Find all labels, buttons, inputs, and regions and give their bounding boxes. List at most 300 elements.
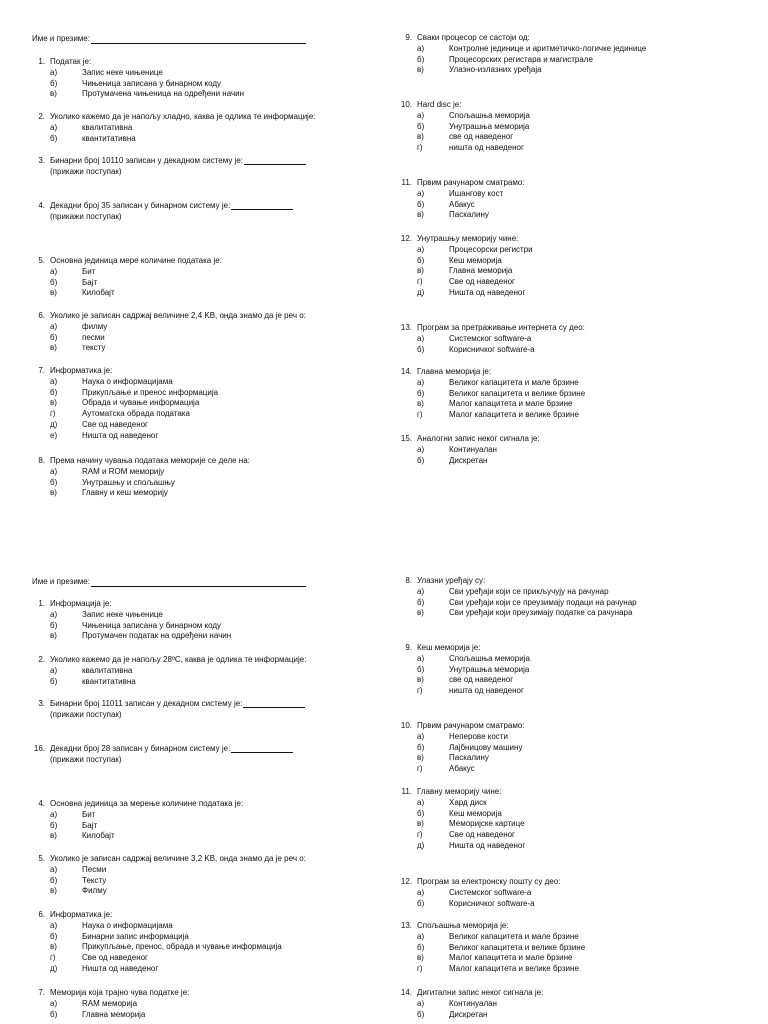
question-text: Сваки процесор се састоји од: <box>417 33 530 42</box>
option-text: Чињеница записана у бинарном коду <box>82 78 222 88</box>
option-text: Унутрашња меморија <box>449 664 530 674</box>
option-text: Великог капацитета и мале брзине <box>449 377 579 387</box>
option-letter: а) <box>417 444 425 454</box>
option-letter: в) <box>50 886 57 896</box>
answer-option <box>395 132 530 143</box>
option-text: RAM и ROM меморију <box>82 466 165 476</box>
option-letter: в) <box>50 831 57 841</box>
option-letter: а) <box>417 797 425 807</box>
answer-option <box>28 942 282 953</box>
option-letter: в) <box>50 488 57 498</box>
option-letter: а) <box>50 266 58 276</box>
question-text: Основна јединица мере количине података је: <box>50 256 222 265</box>
question-text: Улазни уређају су: <box>417 576 486 585</box>
option-letter: б) <box>50 277 58 287</box>
question-text: Програм за претраживање интернета су део: <box>417 323 585 332</box>
question <box>28 699 305 721</box>
option-letter: б) <box>50 620 58 630</box>
question <box>28 655 306 687</box>
option-text: Ишангову кост <box>449 188 504 198</box>
option-text: Процесорски регистри <box>449 244 533 254</box>
answer-blank[interactable] <box>231 201 293 210</box>
option-text: Паскалину <box>449 210 489 220</box>
answer-option <box>395 1010 543 1021</box>
option-letter: а) <box>417 188 425 198</box>
answer-option <box>395 122 530 133</box>
option-letter: в) <box>417 266 424 276</box>
answer-option <box>28 666 306 677</box>
answer-option <box>395 378 585 389</box>
question-number: 13. <box>400 323 412 332</box>
answer-option <box>395 189 525 200</box>
question-number: 4. <box>38 201 45 210</box>
question-number: 4. <box>38 799 45 808</box>
question-note: (прикажи поступак) <box>50 211 122 221</box>
answer-option <box>28 123 315 134</box>
option-text: Меморијске картице <box>449 819 525 829</box>
answer-option <box>28 631 231 642</box>
answer-option <box>28 953 282 964</box>
question-number: 1. <box>38 57 45 66</box>
answer-option <box>395 210 525 221</box>
option-text: Све од наведеног <box>449 830 515 840</box>
question <box>395 576 637 619</box>
option-text: Абакус <box>449 764 475 774</box>
answer-option <box>28 886 306 897</box>
answer-option <box>395 686 530 697</box>
option-letter: б) <box>417 742 425 752</box>
name-label: Име и презиме: <box>32 34 90 43</box>
answer-option <box>395 608 637 619</box>
answer-option <box>28 1010 189 1021</box>
option-text: Филму <box>82 886 107 896</box>
answer-option <box>395 809 525 820</box>
answer-option <box>395 953 585 964</box>
answer-option <box>395 65 646 76</box>
option-letter: г) <box>50 953 56 963</box>
option-letter: б) <box>417 808 425 818</box>
option-text: тексту <box>82 343 106 353</box>
option-letter: а) <box>50 864 58 874</box>
answer-option <box>28 409 218 420</box>
question-number: 9. <box>405 643 412 652</box>
question-text: Уколико кажемо да је напољу хладно, каква је одлика те информације: <box>50 112 316 121</box>
option-text: Малог капацитета и мале брзине <box>449 399 573 409</box>
option-letter: б) <box>417 898 425 908</box>
option-letter: б) <box>417 199 425 209</box>
question <box>395 33 646 76</box>
question-number: 5. <box>38 256 45 265</box>
question-number: 12. <box>400 877 412 886</box>
option-text: Чињеница записана у бинарном коду <box>82 620 222 630</box>
option-letter: в) <box>50 288 57 298</box>
question-number: 14. <box>400 988 412 997</box>
option-letter: г) <box>417 277 423 287</box>
question-number: 5. <box>38 854 45 863</box>
option-letter: б) <box>417 121 425 131</box>
answer-option <box>395 841 525 852</box>
question <box>28 112 315 144</box>
question-number: 12. <box>400 234 412 243</box>
option-letter: а) <box>50 67 58 77</box>
question-text: Основна јединица за мерење количине података је: <box>50 799 244 808</box>
question <box>28 799 243 842</box>
question-text: Информатика је: <box>50 366 113 375</box>
question-note: (прикажи поступак) <box>50 754 122 764</box>
answer-option <box>28 333 306 344</box>
option-letter: а) <box>50 122 58 132</box>
option-letter: г) <box>417 830 423 840</box>
answer-option <box>395 245 533 256</box>
question <box>28 156 306 178</box>
question-number: 6. <box>38 910 45 919</box>
option-text: Дискретан <box>449 1009 488 1019</box>
answer-option <box>395 44 646 55</box>
option-letter: г) <box>50 409 56 419</box>
option-text: Ништа од наведеног <box>82 963 159 973</box>
question-number: 15. <box>400 434 412 443</box>
question <box>395 234 533 299</box>
option-text: Великог капацитета и велике брзине <box>449 942 586 952</box>
option-text: Главну и кеш меморију <box>82 488 168 498</box>
question-text: Унутрашњу меморију чине: <box>417 234 519 243</box>
answer-option <box>28 377 218 388</box>
question <box>395 921 585 975</box>
answer-option <box>395 732 525 743</box>
option-text: Обрада и чување информација <box>82 398 200 408</box>
answer-option <box>395 675 530 686</box>
option-text: Ништа од наведеног <box>449 287 526 297</box>
question-text: Кеш меморија је: <box>417 643 481 652</box>
option-text: Системског software-a <box>449 333 532 343</box>
answer-option <box>28 999 189 1010</box>
option-text: Тексту <box>82 875 107 885</box>
option-text: Протумачена чињеница на одређени начин <box>82 89 245 99</box>
option-text: Килобајт <box>82 831 115 841</box>
option-text: Ништа од наведеног <box>82 430 159 440</box>
answer-option <box>28 267 222 278</box>
option-letter: б) <box>417 344 425 354</box>
question-number: 1. <box>38 599 45 608</box>
option-text: Дискретан <box>449 455 488 465</box>
option-letter: в) <box>417 819 424 829</box>
option-text: Бајт <box>82 277 98 287</box>
option-text: Кеш меморија <box>449 808 502 818</box>
option-letter: а) <box>50 809 58 819</box>
option-letter: в) <box>417 65 424 75</box>
answer-option <box>395 399 585 410</box>
question-note: (прикажи поступак) <box>50 709 122 719</box>
question-number: 2. <box>38 655 45 664</box>
question <box>28 456 250 499</box>
answer-option <box>395 753 525 764</box>
option-letter: в) <box>417 753 424 763</box>
answer-option <box>28 322 306 333</box>
answer-option <box>28 810 243 821</box>
answer-option <box>395 764 525 775</box>
question <box>395 367 585 421</box>
question <box>395 323 585 355</box>
option-text: Бинарни запис информација <box>82 931 189 941</box>
question <box>28 256 222 299</box>
option-text: Малог капацитета и мале брзине <box>449 953 573 963</box>
question-number: 2. <box>38 112 45 121</box>
name-line <box>91 35 306 44</box>
option-letter: в) <box>50 631 57 641</box>
option-letter: б) <box>417 54 425 64</box>
option-letter: а) <box>417 43 425 53</box>
option-text: Улазно-излазних уређаја <box>449 65 542 75</box>
question <box>395 787 525 852</box>
option-text: Прикупљање и пренос информација <box>82 387 219 397</box>
question <box>395 643 530 697</box>
option-letter: д) <box>417 287 425 297</box>
option-letter: б) <box>50 820 58 830</box>
option-text: Контролне јединице и аритметичко-логичке јединице <box>449 43 647 53</box>
option-text: Све од наведеног <box>82 953 148 963</box>
question <box>28 744 293 766</box>
name-line <box>91 578 306 587</box>
answer-option <box>395 55 646 66</box>
option-text: Кеш меморија <box>449 255 502 265</box>
answer-option <box>395 256 533 267</box>
answer-blank[interactable] <box>244 156 306 165</box>
option-text: Килобајт <box>82 288 115 298</box>
option-letter: б) <box>50 477 58 487</box>
answer-option <box>395 819 525 830</box>
answer-option <box>395 266 533 277</box>
option-text: Сви уређаји који се преузимају подаци на рачунар <box>449 597 637 607</box>
option-letter: б) <box>50 78 58 88</box>
option-text: све од наведеног <box>449 132 514 142</box>
question <box>395 434 540 466</box>
option-text: све од наведеног <box>449 675 514 685</box>
option-text: Лајбницову машину <box>449 742 523 752</box>
option-text: Континуалан <box>449 444 497 454</box>
question-text: Дигитални запис неког сигнала је: <box>417 988 544 997</box>
option-text: Запис неке чињенице <box>82 609 163 619</box>
question-number: 3. <box>38 699 45 708</box>
option-text: филму <box>82 321 108 331</box>
answer-option <box>395 798 525 809</box>
question <box>28 988 189 1020</box>
option-letter: в) <box>417 675 424 685</box>
question-number: 13. <box>400 921 412 930</box>
option-text: Аутоматска обрада података <box>82 409 190 419</box>
option-letter: в) <box>50 89 57 99</box>
answer-option <box>395 389 585 400</box>
option-text: Унутрашњу и спољашњу <box>82 477 175 487</box>
answer-option <box>395 899 560 910</box>
option-letter: е) <box>50 430 58 440</box>
option-letter: в) <box>50 942 57 952</box>
answer-option <box>395 200 525 211</box>
option-letter: б) <box>50 133 58 143</box>
option-letter: б) <box>417 388 425 398</box>
answer-option <box>28 288 222 299</box>
answer-option <box>28 467 250 478</box>
option-text: Све од наведеног <box>449 277 515 287</box>
option-text: Системског software-a <box>449 887 532 897</box>
answer-option <box>395 654 530 665</box>
option-text: Сви уређаји који се прикључују на рачунар <box>449 586 609 596</box>
question-number: 7. <box>38 988 45 997</box>
question <box>28 311 306 354</box>
answer-option <box>28 964 282 975</box>
option-text: Великог капацитета и велике брзине <box>449 388 586 398</box>
question <box>395 877 560 909</box>
answer-option <box>395 587 637 598</box>
option-letter: б) <box>50 387 58 397</box>
question-text: Главна меморија је: <box>417 367 492 376</box>
question-text: Уколико кажемо да је напољу 28ºC, каква је одлика те информације: <box>50 655 307 664</box>
answer-option <box>395 665 530 676</box>
answer-option <box>28 478 250 489</box>
answer-option <box>28 831 243 842</box>
option-text: Запис неке чињенице <box>82 67 163 77</box>
name-field <box>32 34 306 44</box>
answer-option <box>28 398 218 409</box>
option-text: Протумачен податак на одређени начин <box>82 631 232 641</box>
option-letter: а) <box>50 376 58 386</box>
question <box>395 178 525 221</box>
question-number: 7. <box>38 366 45 375</box>
option-letter: в) <box>417 608 424 618</box>
option-text: ништа од наведеног <box>449 686 524 696</box>
option-text: Наука о информацијама <box>82 376 173 386</box>
option-letter: а) <box>50 466 58 476</box>
option-letter: в) <box>417 210 424 220</box>
answer-option <box>28 388 218 399</box>
option-letter: д) <box>417 840 425 850</box>
option-text: Корисничког software-a <box>449 898 535 908</box>
option-text: Хард диск <box>449 797 487 807</box>
option-letter: а) <box>417 887 425 897</box>
question-number: 16. <box>33 744 45 753</box>
answer-option <box>28 621 231 632</box>
option-letter: б) <box>50 1009 58 1019</box>
option-text: Песми <box>82 864 107 874</box>
answer-option <box>395 410 585 421</box>
option-text: Све од наведеног <box>82 419 148 429</box>
option-letter: г) <box>417 143 423 153</box>
answer-option <box>28 79 244 90</box>
answer-option <box>28 343 306 354</box>
name-field <box>32 577 306 587</box>
question-number: 10. <box>400 721 412 730</box>
answer-option <box>395 830 525 841</box>
option-text: квалитативна <box>82 122 133 132</box>
option-letter: а) <box>417 244 425 254</box>
question-text: Бинарни број 11011 записан у декадном систему је: <box>50 699 243 708</box>
option-letter: в) <box>417 132 424 142</box>
question-text: Уколико је записан садржај величине 3,2 KB, онда знамо да је реч о: <box>50 854 306 863</box>
answer-option <box>28 89 244 100</box>
question <box>28 201 293 223</box>
question-number: 10. <box>400 100 412 109</box>
answer-option <box>395 964 585 975</box>
option-text: Прикупљање, пренос, обрада и чување информација <box>82 942 282 952</box>
answer-option <box>28 68 244 79</box>
question-text: Бинарни број 10110 записан у декадном систему је: <box>50 156 243 165</box>
option-letter: а) <box>417 931 425 941</box>
option-text: Сви уређаји који преузимају податке са рачунара <box>449 608 633 618</box>
option-letter: г) <box>417 964 423 974</box>
option-letter: б) <box>417 664 425 674</box>
question <box>28 366 218 442</box>
option-text: квантитативна <box>82 676 136 686</box>
question-text: Уколико је записан садржај величине 2,4 KB, онда знамо да је реч о: <box>50 311 306 320</box>
option-text: Наука о информацијама <box>82 920 173 930</box>
answer-option <box>395 277 533 288</box>
answer-option <box>28 134 315 145</box>
option-text: Абакус <box>449 199 475 209</box>
question-number: 11. <box>401 178 412 187</box>
answer-option <box>395 445 540 456</box>
answer-option <box>28 610 231 621</box>
option-letter: а) <box>50 609 58 619</box>
option-letter: б) <box>417 455 425 465</box>
answer-option <box>28 420 218 431</box>
answer-option <box>395 334 585 345</box>
option-text: Ништа од наведеног <box>449 840 526 850</box>
option-letter: г) <box>417 764 423 774</box>
question-number: 14. <box>400 367 412 376</box>
option-letter: а) <box>50 665 58 675</box>
answer-option <box>28 488 250 499</box>
option-letter: в) <box>50 343 57 353</box>
question-text: Спољашња меморија је: <box>417 921 509 930</box>
answer-option <box>28 876 306 887</box>
option-letter: д) <box>50 419 58 429</box>
answer-option <box>28 431 218 442</box>
option-letter: г) <box>417 686 423 696</box>
option-letter: д) <box>50 963 58 973</box>
answer-option <box>395 456 540 467</box>
answer-option <box>28 677 306 688</box>
option-text: Унутрашња меморија <box>449 121 530 131</box>
question-text: Првим рачунаром сматрамо: <box>417 178 525 187</box>
option-text: Бит <box>82 809 96 819</box>
question-text: Првим рачунаром сматрамо: <box>417 721 525 730</box>
option-letter: б) <box>50 931 58 941</box>
question-note: (прикажи поступак) <box>50 166 122 176</box>
option-text: Главна меморија <box>449 266 513 276</box>
question <box>28 910 282 975</box>
option-letter: г) <box>417 410 423 420</box>
question <box>28 854 306 897</box>
option-letter: б) <box>417 597 425 607</box>
option-letter: а) <box>417 998 425 1008</box>
option-letter: б) <box>50 875 58 885</box>
option-letter: в) <box>417 953 424 963</box>
answer-option <box>395 143 530 154</box>
question-text: Декадни број 35 записан у бинарном систему је: <box>50 201 231 210</box>
answer-option <box>28 278 222 289</box>
answer-option <box>395 743 525 754</box>
answer-option <box>28 865 306 876</box>
option-text: песми <box>82 332 105 342</box>
answer-option <box>395 598 637 609</box>
answer-option <box>395 345 585 356</box>
answer-blank[interactable] <box>243 699 305 708</box>
option-letter: б) <box>50 676 58 686</box>
option-letter: в) <box>417 399 424 409</box>
option-text: Главна меморија <box>82 1009 146 1019</box>
option-text: ништа од наведеног <box>449 143 524 153</box>
option-letter: а) <box>417 333 425 343</box>
answer-blank[interactable] <box>231 744 293 753</box>
